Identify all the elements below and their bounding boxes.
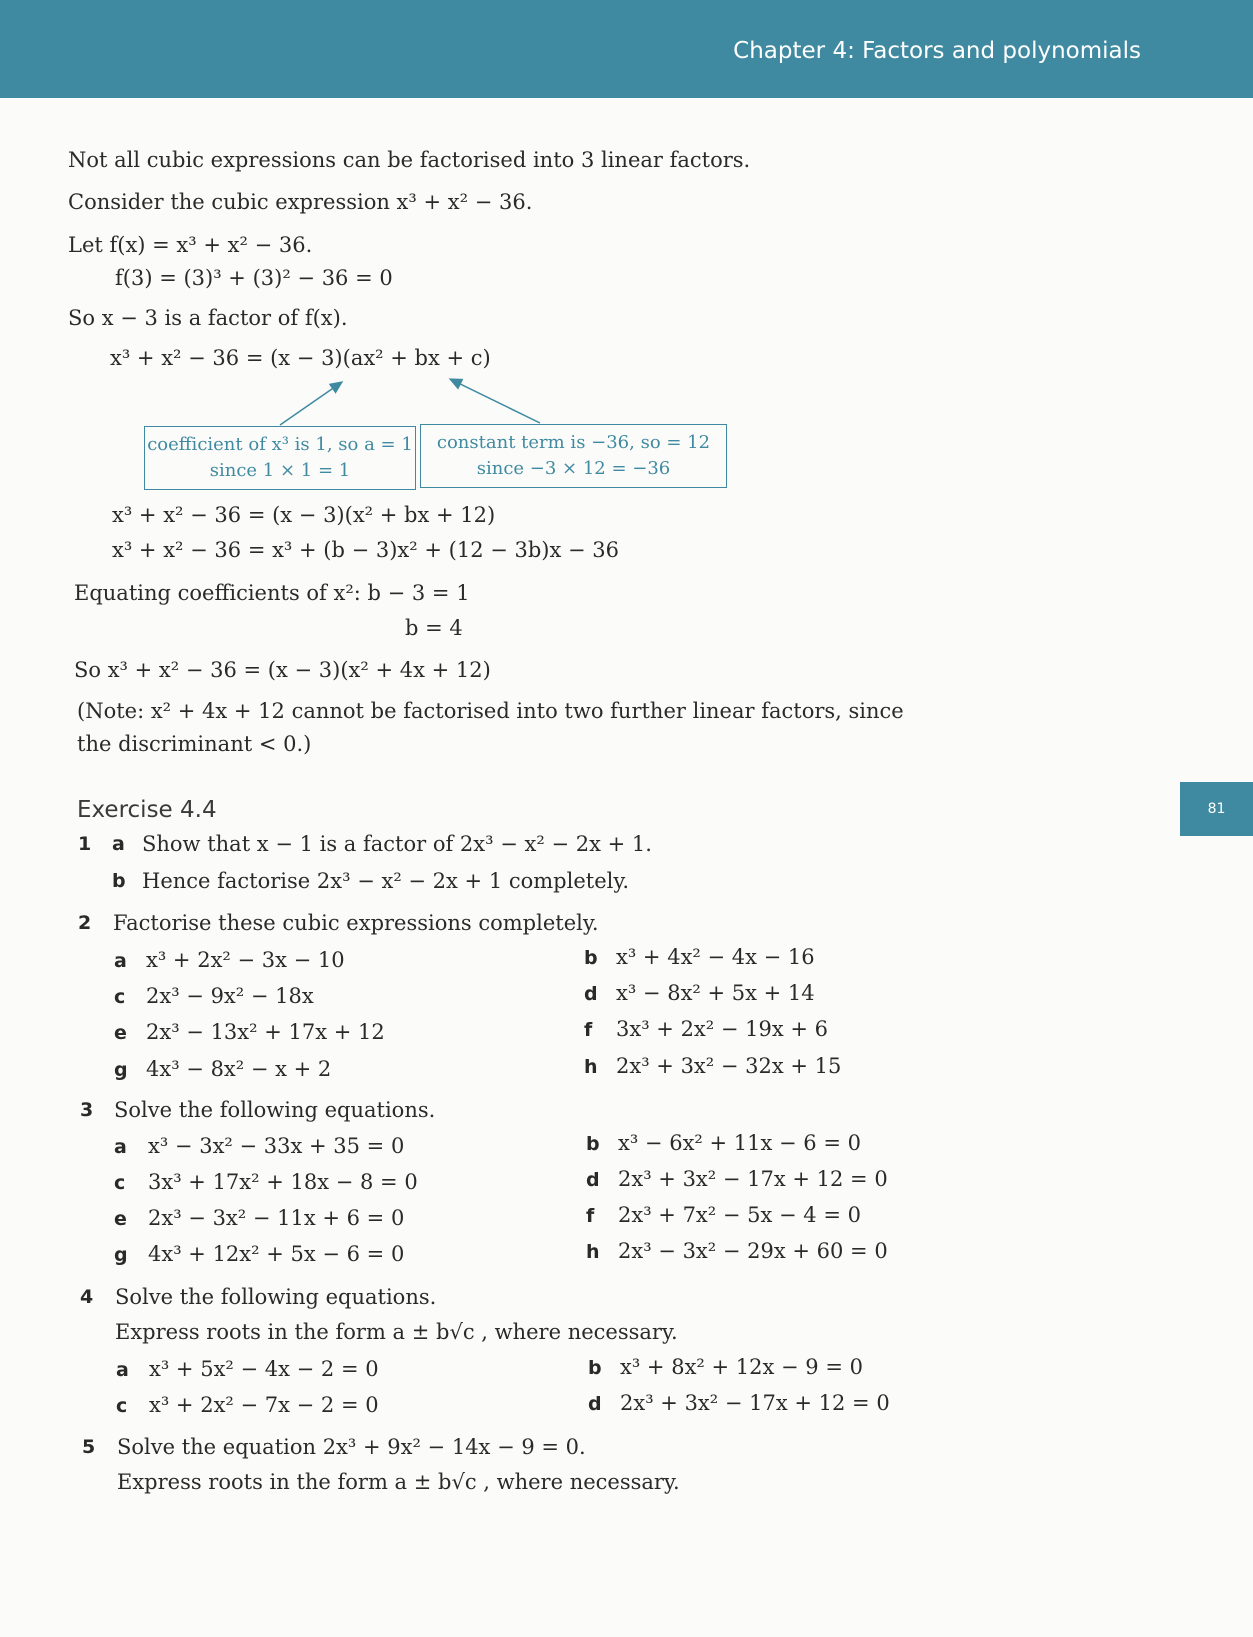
- box-line: since −3 × 12 = −36: [476, 458, 671, 479]
- math-line: b = 4: [405, 616, 463, 640]
- part-letter: c: [114, 986, 126, 1008]
- part-expression: x³ + 4x² − 4x − 16: [616, 945, 815, 969]
- box-line: coefficient of x³ is 1, so a = 1: [147, 434, 413, 455]
- part-equation: x³ + 2x² − 7x − 2 = 0: [149, 1393, 379, 1417]
- exercise-title: Exercise 4.4: [77, 797, 217, 823]
- part-equation: x³ + 5x² − 4x − 2 = 0: [149, 1357, 379, 1381]
- part-letter: g: [114, 1244, 128, 1266]
- text-line: Let f(x) = x³ + x² − 36.: [68, 233, 313, 257]
- part-equation: 3x³ + 17x² + 18x − 8 = 0: [148, 1170, 418, 1194]
- question-number: 4: [80, 1286, 94, 1308]
- part-letter: a: [116, 1359, 129, 1381]
- question-text: Express roots in the form a ± b√c , where necessary.: [115, 1320, 678, 1344]
- part-equation: 2x³ − 3x² − 11x + 6 = 0: [148, 1206, 405, 1230]
- part-letter: b: [586, 1133, 600, 1155]
- question-text: Solve the following equations.: [114, 1098, 436, 1122]
- chapter-title: Chapter 4: Factors and polynomials: [733, 38, 1141, 64]
- part-equation: x³ − 3x² − 33x + 35 = 0: [148, 1134, 405, 1158]
- math-line: x³ + x² − 36 = (x − 3)(ax² + bx + c): [110, 346, 491, 370]
- part-letter: d: [586, 1169, 600, 1191]
- part-letter: g: [114, 1059, 128, 1081]
- part-expression: 2x³ − 9x² − 18x: [146, 984, 314, 1008]
- question-number: 2: [78, 912, 92, 934]
- part-letter: h: [586, 1241, 600, 1263]
- part-expression: x³ + 2x² − 3x − 10: [146, 948, 345, 972]
- page-number-tab: 81: [1180, 782, 1253, 836]
- math-line: f(3) = (3)³ + (3)² − 36 = 0: [115, 266, 393, 290]
- question-text: Factorise these cubic expressions completely.: [113, 911, 599, 935]
- part-letter: c: [114, 1172, 126, 1194]
- note-line: the discriminant < 0.): [77, 732, 312, 756]
- question-number: 5: [82, 1436, 96, 1458]
- part-equation: x³ − 6x² + 11x − 6 = 0: [618, 1131, 861, 1155]
- question-number: 1: [78, 833, 92, 855]
- part-equation: 2x³ + 3x² − 17x + 12 = 0: [618, 1167, 888, 1191]
- annotation-box-constant: [420, 424, 727, 488]
- part-letter: a: [114, 1136, 127, 1158]
- annotation-box-coefficient: [144, 426, 416, 490]
- part-letter: a: [112, 833, 125, 855]
- part-letter: c: [116, 1395, 128, 1417]
- part-letter: b: [588, 1357, 602, 1379]
- text-line: Consider the cubic expression x³ + x² − 36.: [68, 190, 533, 214]
- math-line: x³ + x² − 36 = (x − 3)(x² + bx + 12): [112, 503, 496, 527]
- question-text: Solve the equation 2x³ + 9x² − 14x − 9 = 0.: [117, 1435, 586, 1459]
- text-line: So x³ + x² − 36 = (x − 3)(x² + 4x + 12): [74, 658, 491, 682]
- part-expression: x³ − 8x² + 5x + 14: [616, 981, 815, 1005]
- text-line: Not all cubic expressions can be factorised into 3 linear factors.: [68, 148, 751, 172]
- part-expression: 2x³ − 13x² + 17x + 12: [146, 1020, 385, 1044]
- question-text: Solve the following equations.: [115, 1285, 437, 1309]
- part-letter: f: [586, 1205, 595, 1227]
- box-line: constant term is −36, so = 12: [436, 432, 711, 453]
- question-text: Express roots in the form a ± b√c , where necessary.: [117, 1470, 680, 1494]
- question-number: 3: [80, 1099, 94, 1121]
- part-letter: e: [114, 1022, 127, 1044]
- part-expression: 4x³ − 8x² − x + 2: [146, 1057, 332, 1081]
- part-letter: b: [112, 870, 126, 892]
- part-equation: 2x³ − 3x² − 29x + 60 = 0: [618, 1239, 888, 1263]
- math-line: x³ + x² − 36 = x³ + (b − 3)x² + (12 − 3b)x − 36: [112, 538, 620, 562]
- part-expression: 3x³ + 2x² − 19x + 6: [616, 1017, 829, 1041]
- part-expression: 2x³ + 3x² − 32x + 15: [616, 1054, 842, 1078]
- part-equation: 2x³ + 3x² − 17x + 12 = 0: [620, 1391, 890, 1415]
- part-letter: e: [114, 1208, 127, 1230]
- part-equation: x³ + 8x² + 12x − 9 = 0: [620, 1355, 863, 1379]
- part-letter: a: [114, 950, 127, 972]
- part-letter: h: [584, 1056, 598, 1078]
- question-text: Hence factorise 2x³ − x² − 2x + 1 completely.: [142, 869, 630, 893]
- part-equation: 4x³ + 12x² + 5x − 6 = 0: [148, 1242, 405, 1266]
- question-text: Show that x − 1 is a factor of 2x³ − x² − 2x + 1.: [142, 832, 652, 856]
- text-line: So x − 3 is a factor of f(x).: [68, 306, 348, 330]
- part-letter: d: [588, 1393, 602, 1415]
- text-line: Equating coefficients of x²: b − 3 = 1: [74, 581, 470, 605]
- note-line: (Note: x² + 4x + 12 cannot be factorised into two further linear factors, since: [77, 699, 904, 723]
- part-letter: b: [584, 947, 598, 969]
- box-line: since 1 × 1 = 1: [209, 460, 351, 481]
- part-equation: 2x³ + 7x² − 5x − 4 = 0: [618, 1203, 861, 1227]
- part-letter: f: [584, 1019, 593, 1041]
- part-letter: d: [584, 983, 598, 1005]
